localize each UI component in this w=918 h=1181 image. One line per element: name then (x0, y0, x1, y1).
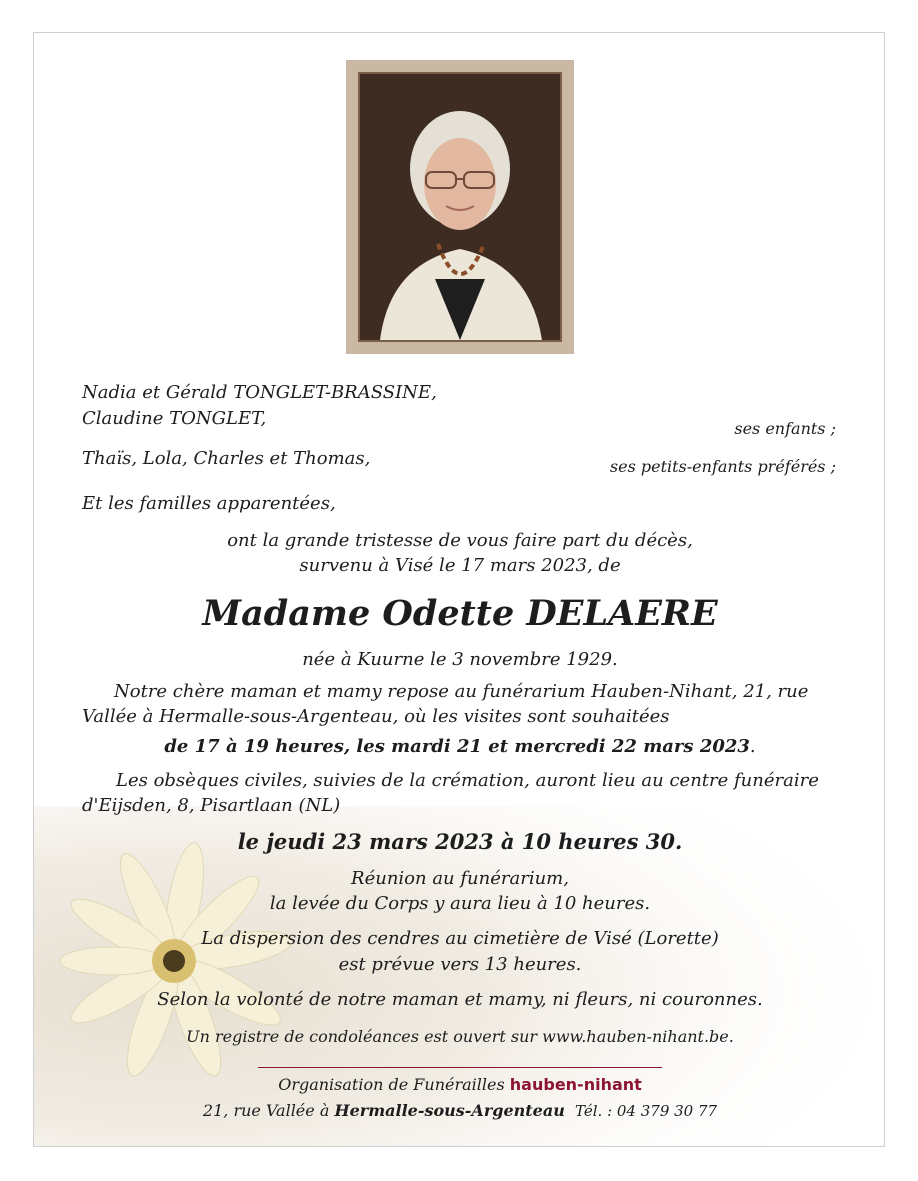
grandchildren-names: Thaïs, Lola, Charles et Thomas, (82, 448, 371, 469)
funeral-date: le jeudi 23 mars 2023 à 10 heures 30. (237, 829, 683, 854)
visits-line-1: Notre chère maman et mamy repose au funérarium Hauben-Nihant, 21, rue (114, 681, 809, 702)
funeral-line-2: d'Eijsden, 8, Pisartlaan (NL) (82, 795, 341, 816)
wishes-line: Selon la volonté de notre maman et mamy, ni fleurs, ni couronnes. (157, 989, 763, 1010)
organisation-label: Organisation de Funérailles (278, 1075, 505, 1094)
relatives-line: Et les familles apparentées, (82, 493, 336, 514)
flower-decoration (34, 806, 885, 1146)
deceased-name: Madame Odette DELAERE (202, 593, 718, 634)
gathering-line-2: la levée du Corps y aura lieu à 10 heures. (269, 893, 651, 914)
visits-line-2: Vallée à Hermalle-sous-Argenteau, où les visites sont souhaitées (82, 706, 670, 727)
funeral-line-1: Les obsèques civiles, suivies de la crémation, auront lieu au centre funéraire (116, 770, 819, 791)
birth-line: née à Kuurne le 3 novembre 1929. (302, 649, 618, 670)
announce-line-1: ont la grande tristesse de vous faire part du décès, (227, 530, 693, 551)
address-line (34, 1101, 885, 1120)
gathering-line-1: Réunion au funérarium, (351, 868, 569, 889)
children-label: ses enfants ; (734, 419, 836, 438)
obituary-card (33, 32, 885, 1147)
registry-line: Un registre de condoléances est ouvert sur www.hauben-nihant.be. (186, 1027, 734, 1046)
family-line-2: Claudine TONGLET, (82, 408, 267, 429)
address-prefix: 21, rue Vallée à (202, 1101, 330, 1120)
grandchildren-label: ses petits-enfants préférés ; (609, 457, 836, 476)
announce-line-2: survenu à Visé le 17 mars 2023, de (299, 555, 621, 576)
phone-number: Tél. : 04 379 30 77 (575, 1102, 718, 1120)
organisation-line (34, 1075, 885, 1094)
visits-times-end: . (749, 736, 756, 757)
dispersion-line-1: La dispersion des cendres au cimetière de Visé (Lorette) (201, 928, 719, 949)
portrait-frame (346, 60, 574, 354)
visits-times-bold: de 17 à 19 heures, les mardi 21 et mercredi 22 mars 2023 (164, 736, 750, 757)
visits-times (34, 736, 885, 757)
separator-line (258, 1067, 662, 1068)
address-town: Hermalle-sous-Argenteau (334, 1101, 565, 1120)
portrait-photo (358, 72, 562, 342)
brand-logo: hauben-nihant (509, 1075, 642, 1094)
dispersion-line-2: est prévue vers 13 heures. (338, 954, 582, 975)
family-line-1: Nadia et Gérald TONGLET-BRASSINE, (82, 382, 437, 403)
